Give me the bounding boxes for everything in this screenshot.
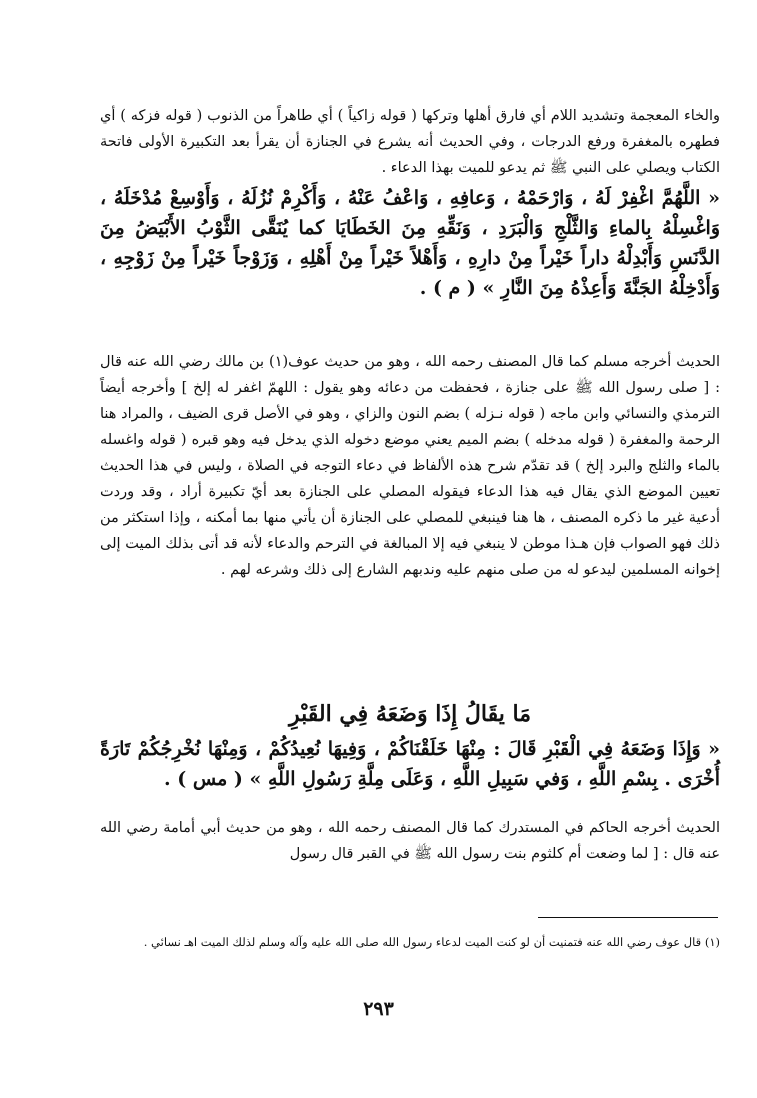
paragraph-commentary-intro: والخاء المعجمة وتشديد اللام أي فارق أهلها وتركها ( قوله زاكياً ) أي طاهراً من الذنوب ( قوله فزكه ) أي فطهره بالمغفرة ورفع الدرجات ، وفي الحديث أنه يشرع في الجنازة أن يقرأ بعد التكبيرة الأولى فاتحة الكتاب ويصلي على النبي ﷺ ثم يدعو للميت بهذا الدعاء . (100, 108, 720, 176)
footnote-divider (538, 917, 718, 918)
page-number: ٢٩٣ (363, 998, 394, 1020)
footnote: (١) قال عوف رضي الله عنه فتمنيت أن لو كنت الميت لدعاء رسول الله صلى الله عليه وآله وسلم لذلك الميت اهـ نسائي . (143, 935, 720, 949)
section-heading: مَا يقَالُ إِذَا وَضَعَهُ فِي القَبْرِ (288, 701, 532, 727)
paragraph-hadith-source: الحديث أخرجه الحاكم في المستدرك كما قال المصنف رحمه الله ، وهو من حديث أبي أمامة رضي الله عنه قال : [ لما وضعت أم كلثوم بنت رسول الله ﷺ في القبر قال رسول (100, 820, 720, 862)
paragraph-hadith-commentary: الحديث أخرجه مسلم كما قال المصنف رحمه الله ، وهو من حديث عوف(١) بن مالك رضي الله عنه قال : [ صلى رسول الله ﷺ على جنازة ، فحفظت من دعائه وهو يقول : اللهمّ اغفر له إلخ ] وأخرجه أيضاً الترمذي والنسائي وابن ماجه ( قوله نـزله ) بضم النون والزاي ، وهو في الأصل قرى الضيف ، والمراد هنا الرحمة والمغفرة ( قوله مدخله ) بضم الميم يعني موضع دخوله الذي يدخل فيه وهو قبره ( قوله واغسله بالماء والثلج والبرد إلخ ) قد تقدّم شرح هذه الألفاظ في دعاء التوجه في الصلاة ، وليس في هذا الحديث تعيين الموضع الذي يقال فيه هذا الدعاء فيقوله المصلي على الجنازة بعد أيّ تكبيرة أراد ، وقد وردت أدعية غير ما ذكره المصنف ، ها هنا فينبغي للمصلي على الجنازة أن يأتي منها بما أمكنه ، وإذا استكثر من ذلك فهو الصواب فإن هـذا موطن لا ينبغي فيه إلا المبالغة في الترحم والدعاء لأنه قد أتى بذلك الميت إلى إخوانه المسلمين ليدعو له من صلى منهم عليه وندبهم الشارع إلى ذلك وشرعه لهم . (100, 354, 721, 578)
supplication-burial: « وَإِذَا وَضَعَهُ فِي الْقَبْرِ قَالَ : مِنْهَا خَلَقْنَاكُمْ ، وَفِيهَا نُعِيدُكُمْ ، وَمِنْهَا نُخْرِجُكُمْ تَارَةً أُخْرَى . بِسْمِ اللَّهِ ، وَفي سَبِيلِ اللَّهِ ، وَعَلَى مِلَّةِ رَسُولِ اللَّهِ » ( مس ) . (100, 738, 720, 790)
supplication-funeral-prayer: « اللَّهُمَّ اغْفِرْ لَهُ ، وَارْحَمْهُ ، وَعافِهِ ، وَاعْفُ عَنْهُ ، وَأَكْرِمْ نُزُلَهُ ، وَأَوْسِعْ مُدْخَلَهُ ، وَاغْسِلْهُ بِالماءِ وَالثَّلْجِ وَالْبَرَدِ ، وَنَقِّهِ مِنَ الخَطَايَا كما يُنَقَّى الثَّوْبُ الأَبْيَضُ مِنَ الدَّنَسِ وَأَبْدِلْهُ داراً خَيْراً مِنْ دارِهِ ، وَأَهْلاً خَيْراً مِنْ أَهْلِهِ ، وَزَوْجاً خَيْراً مِنْ زَوْجِهِ ، وَأَدْخِلْهُ الجَنَّةَ وَأَعِذْهُ مِنَ النَّارِ » ( م ) . (100, 187, 720, 299)
